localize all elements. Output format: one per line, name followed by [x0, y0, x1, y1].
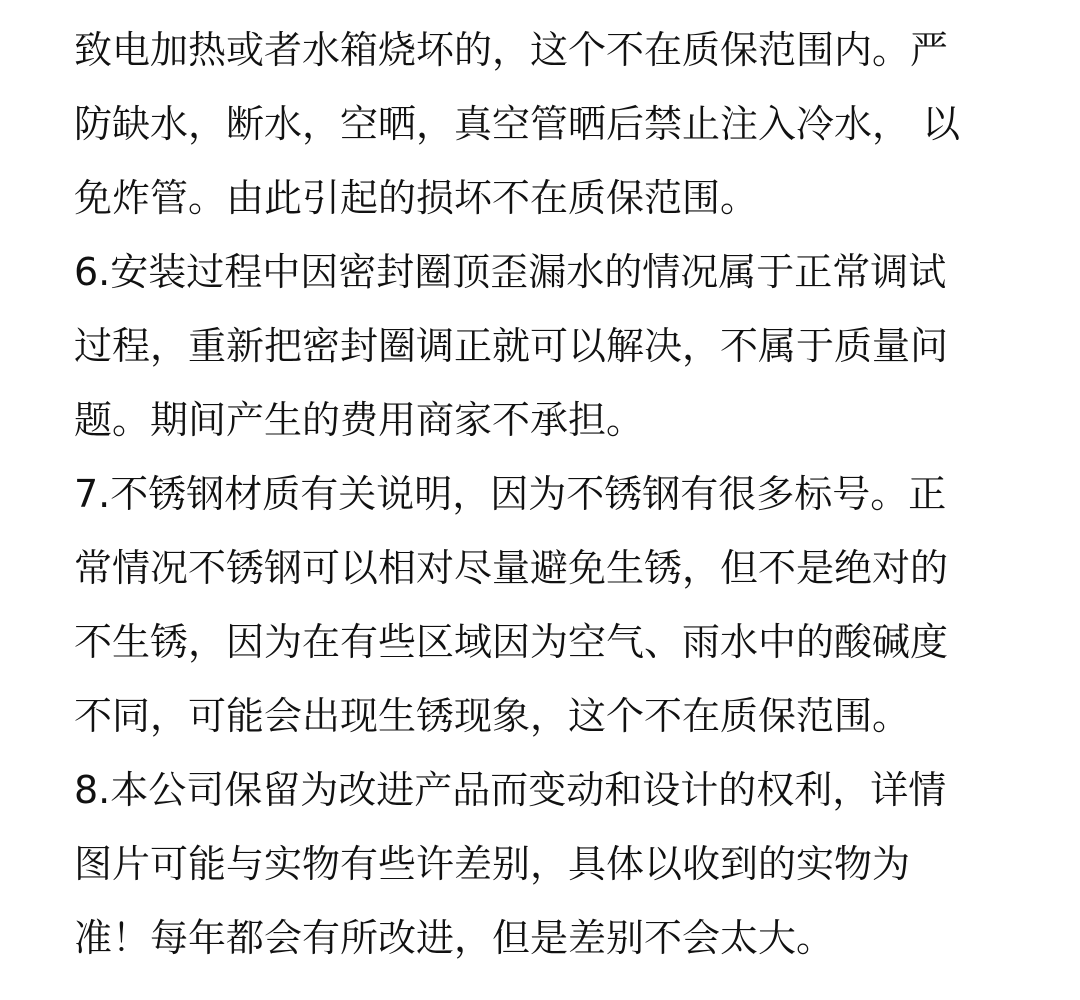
text-line-11: 8.本公司保留为改进产品而变动和设计的权利，详情: [74, 768, 947, 812]
text-line-6: 题。期间产生的费用商家不承担。: [74, 398, 645, 442]
text-line-2: 防缺水，断水，空晒，真空管晒后禁止注入冷水， 以: [74, 102, 961, 146]
text-line-10: 不同，可能会出现生锈现象，这个不在质保范围。: [74, 694, 911, 738]
text-line-12: 图片可能与实物有些许差别，具体以收到的实物为: [74, 842, 911, 886]
text-line-3: 免炸管。由此引起的损坏不在质保范围。: [74, 176, 759, 220]
text-line-13: 准！每年都会有所改进，但是差别不会太大。: [74, 916, 835, 960]
text-line-5: 过程，重新把密封圈调正就可以解决，不属于质量问: [74, 324, 949, 368]
text-line-1: 致电加热或者水箱烧坏的，这个不在质保范围内。严: [74, 28, 949, 72]
text-line-4: 6.安装过程中因密封圈顶歪漏水的情况属于正常调试: [74, 250, 947, 294]
text-line-7: 7.不锈钢材质有关说明，因为不锈钢有很多标号。正: [74, 472, 947, 516]
text-line-8: 常情况不锈钢可以相对尽量避免生锈，但不是绝对的: [74, 546, 949, 590]
text-line-9: 不生锈，因为在有些区域因为空气、雨水中的酸碱度: [74, 620, 949, 664]
